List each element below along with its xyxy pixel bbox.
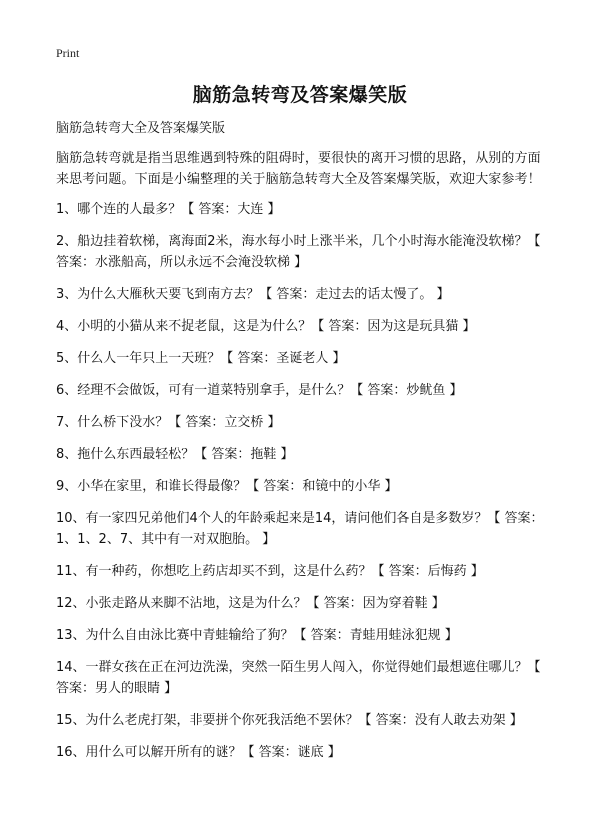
riddle-item (56, 625, 552, 646)
riddle-question: 11、有一种药，你想吃上药店却买不到，这是什么药？ (56, 564, 372, 579)
riddle-item (56, 231, 552, 273)
riddle-answer: 【 答案：和镜中的小华 】 (246, 479, 398, 494)
riddle-question: 3、为什么大雁秋天要飞到南方去？ (56, 287, 260, 302)
riddle-item (56, 444, 552, 465)
riddle-question: 13、为什么自由泳比赛中青蛙输给了狗？ (56, 628, 294, 643)
riddle-item (56, 710, 552, 731)
riddle-answer: 【 答案：青蛙用蛙泳犯规 】 (293, 628, 458, 643)
riddle-answer: 【 答案：因为这是玩具猫 】 (311, 319, 476, 334)
riddle-item (56, 742, 552, 763)
riddle-list (56, 199, 552, 763)
riddle-item (56, 657, 552, 699)
riddle-question: 16、用什么可以解开所有的谜？ (56, 745, 242, 760)
riddle-item (56, 348, 552, 369)
riddle-item (56, 476, 552, 497)
riddle-item (56, 508, 552, 550)
riddle-answer: 【 答案：拖鞋 】 (194, 447, 294, 462)
riddle-answer: 【 答案：谜底 】 (241, 745, 341, 760)
riddle-question: 5、什么人一年只上一天班？ (56, 351, 221, 366)
riddle-item (56, 412, 552, 433)
riddle-answer: 【 答案：走过去的话太慢了。 】 (259, 287, 450, 302)
riddle-answer: 【 答案：男人的眼睛 】 (56, 660, 541, 696)
riddle-item (56, 561, 552, 582)
riddle-answer: 【 答案：后悔药 】 (371, 564, 484, 579)
riddle-question: 2、船边挂着软梯，离海面2米，海水每小时上涨半米，几个小时海水能淹没软梯？ (56, 234, 528, 249)
print-link[interactable]: Print (56, 46, 80, 60)
riddle-answer: 【 答案：立交桥 】 (168, 415, 281, 430)
riddle-item (56, 380, 552, 401)
intro-paragraph: 脑筋急转弯就是指当思维遇到特殊的阻碍时，要很快的离开习惯的思路，从别的方面来思考问题。下面是小编整理的关于脑筋急转弯大全及答案爆笑版，欢迎大家参考！ (56, 151, 541, 187)
page-title: 脑筋急转弯及答案爆笑版 (192, 84, 408, 106)
riddle-answer: 【 答案：没有人敢去劝架 】 (358, 713, 523, 728)
riddle-question: 15、为什么老虎打架，非要拼个你死我活绝不罢休？ (56, 713, 359, 728)
riddle-answer: 【 答案：水涨船高，所以永远不会淹没软梯 】 (56, 234, 541, 270)
riddle-question: 14、一群女孩在正在河边洗澡，突然一陌生男人闯入，你觉得她们最想遮住哪儿？ (56, 660, 528, 675)
riddle-item (56, 284, 552, 305)
riddle-question: 7、什么桥下没水？ (56, 415, 169, 430)
riddle-question: 9、小华在家里，和谁长得最像？ (56, 479, 247, 494)
riddle-item (56, 593, 552, 614)
riddle-answer: 【 答案：1、1、2、7、其中有一对双胞胎。 】 (56, 511, 544, 547)
riddle-question: 12、小张走路从来脚不沾地，这是为什么？ (56, 596, 307, 611)
riddle-answer: 【 答案：大连 】 (181, 202, 281, 217)
riddle-question: 10、有一家四兄弟他们4个人的年龄乘起来是14，请问他们各自是多数岁？ (56, 511, 488, 526)
riddle-answer: 【 答案：因为穿着鞋 】 (306, 596, 445, 611)
document-body (56, 118, 552, 774)
riddle-question: 8、拖什么东西最轻松？ (56, 447, 195, 462)
riddle-answer: 【 答案：圣诞老人 】 (220, 351, 346, 366)
riddle-question: 6、经理不会做饭，可有一道菜特别拿手，是什么？ (56, 383, 351, 398)
riddle-item (56, 316, 552, 337)
riddle-question: 1、哪个连的人最多？ (56, 202, 182, 217)
riddle-answer: 【 答案：炒鱿鱼 】 (350, 383, 463, 398)
riddle-item (56, 199, 552, 220)
riddle-question: 4、小明的小猫从来不捉老鼠，这是为什么？ (56, 319, 312, 334)
subtitle: 脑筋急转弯大全及答案爆笑版 (56, 121, 226, 136)
